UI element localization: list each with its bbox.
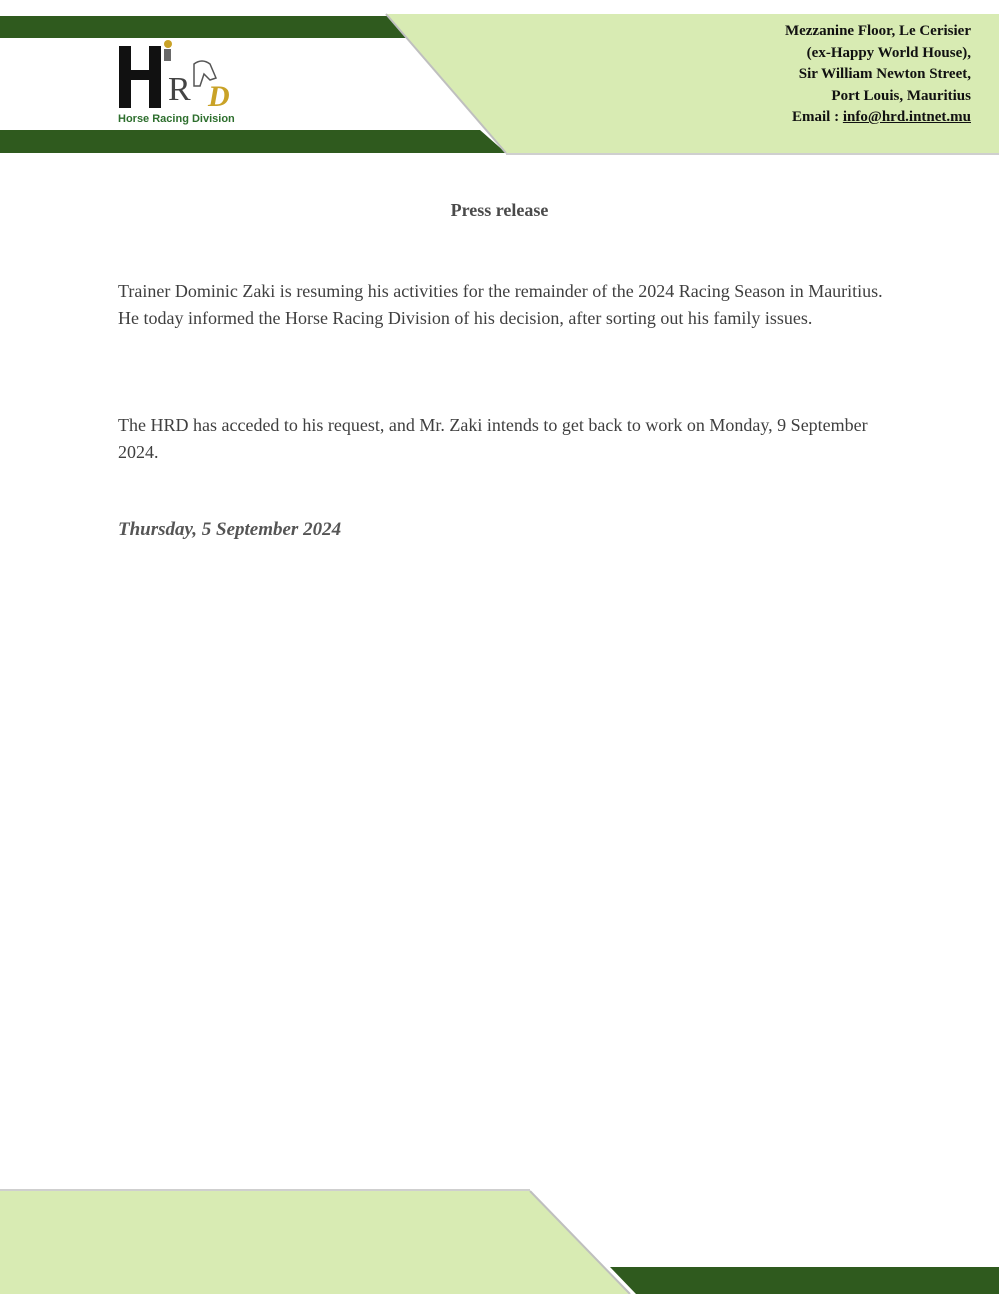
- paragraph: The HRD has acceded to his request, and Mr. Zaki intends to get back to work on Monday, 9 September 2024.: [118, 415, 868, 462]
- email-link[interactable]: info@hrd.intnet.mu: [842, 109, 971, 125]
- logo-caption: Horse Racing Division: [118, 113, 235, 125]
- address-block: [785, 21, 971, 129]
- document-date: Thursday, 5 September 2024: [118, 519, 342, 540]
- svg-text:R: R: [168, 71, 191, 108]
- document-title: Press release: [450, 200, 549, 220]
- email-line: [785, 107, 971, 129]
- email-label: Email :: [792, 109, 843, 125]
- paragraph: Trainer Dominic Zaki is resuming his activities for the remainder of the 2024 Racing Season in Mauritius. He today informed the Horse Racing Division of his decision, after sorting out his family issues.: [118, 281, 883, 328]
- address-line: Port Louis, Mauritius: [831, 87, 971, 104]
- address-line: Sir William Newton Street,: [798, 66, 971, 82]
- address-line: (ex-Happy World House),: [806, 44, 971, 61]
- address-line: Mezzanine Floor, Le Cerisier: [784, 23, 971, 39]
- svg-text:D: D: [208, 80, 230, 113]
- footer-banner: [0, 1180, 999, 1294]
